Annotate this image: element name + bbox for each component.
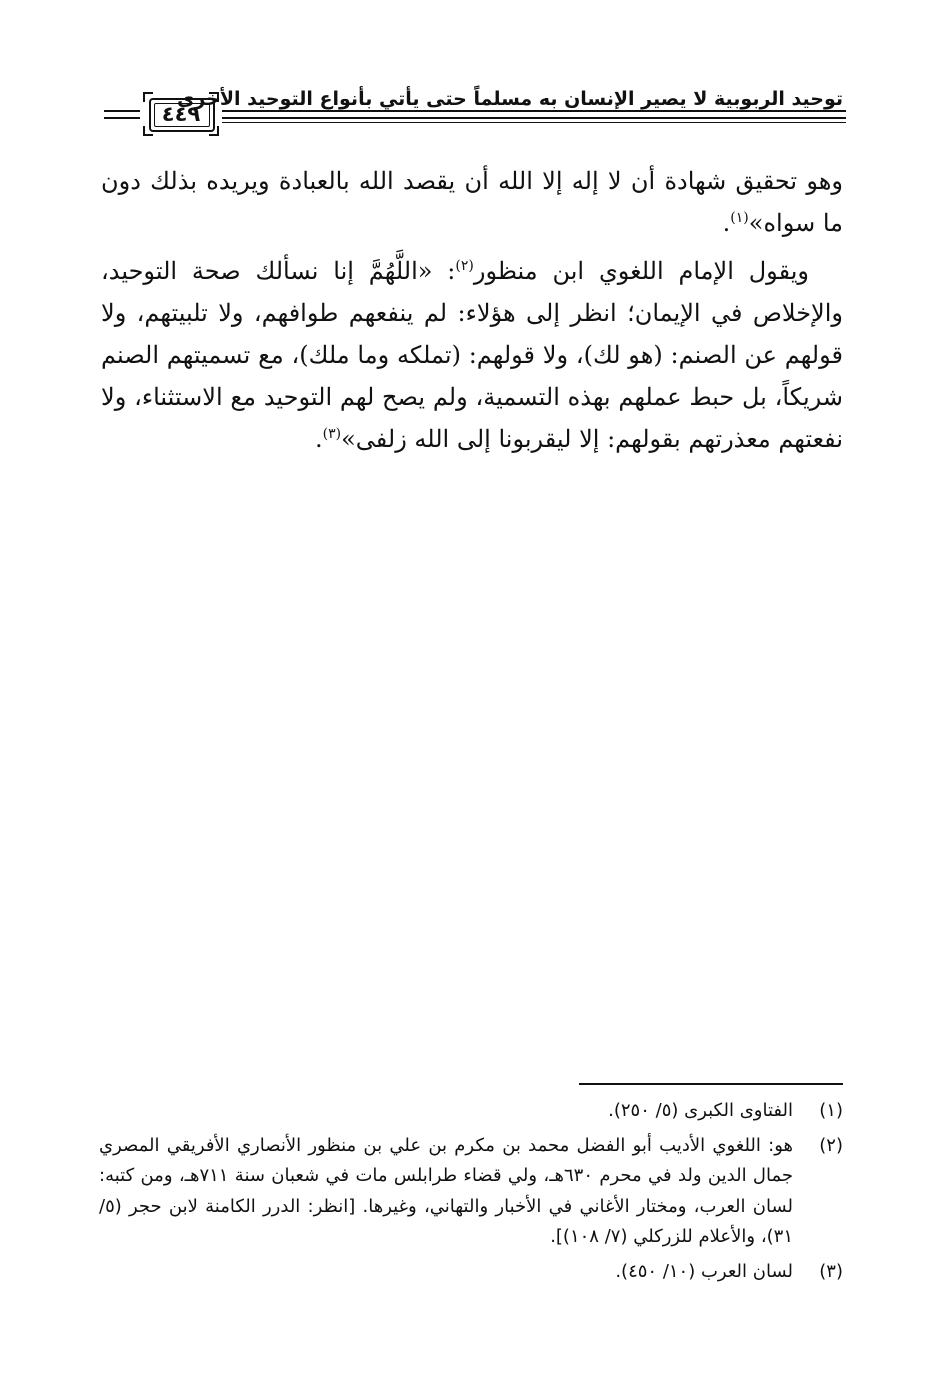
- footnote-number: (٣): [819, 1260, 843, 1282]
- header-underline: [222, 122, 846, 123]
- paragraph-1-text: وهو تحقيق شهادة أن لا إله إلا الله أن يقصد الله بالعبادة ويريده بذلك دون ما سواه»: [101, 167, 843, 237]
- paragraph-2-text: : «اللَّهُمَّ إنا نسألك صحة التوحيد، والإخلاص في الإيمان؛ انظر إلى هؤلاء: لم ينفعهم طوافهم، ولا تلبيتهم، ولا قولهم عن الصنم: (هو لك)، ولا قولهم: (تملكه وما ملك)، مع تسميتهم الصنم شريكاً، بل حبط عملهم بهذه التسمية، ولم يصح لهم التوحيد مع الاستثناء، ولا نفعتهم معذرتهم بقولهم: إلا ليقربونا إلى الله زلفى»: [101, 257, 843, 453]
- footnote-separator: [579, 1083, 843, 1085]
- footnote-item: [99, 1131, 843, 1253]
- footnote-text: هو: اللغوي الأديب أبو الفضل محمد بن مكرم بن علي بن منظور الأنصاري الأفريقي المصري جمال الدين ولد في محرم ٦٣٠هـ، ولي قضاء طرابلس مات في شعبان سنة ٧١١هـ، ومن كتبه: لسان العرب، ومختار الأغاني في الأخبار والتهاني، وغيرها. [انظر: الدرر الكامنة لابن حجر (٥/ ٣١)، والأعلام للزركلي (٧/ ١٠٨)].: [99, 1134, 794, 1247]
- footnote-text: لسان العرب (١٠/ ٤٥٠).: [615, 1260, 793, 1282]
- paragraph-2-end: .: [314, 425, 323, 453]
- header-rule-right: [222, 110, 846, 119]
- footnote-ref-2[interactable]: (٢): [455, 258, 474, 274]
- footnote-ref-3[interactable]: (٣): [322, 426, 342, 442]
- paragraph-2: [101, 250, 843, 460]
- paragraph-2-intro: ويقول الإمام اللغوي ابن منظور: [473, 257, 809, 285]
- footnote-item: [99, 1096, 843, 1127]
- page-number: ٤٤٩: [161, 102, 201, 126]
- footnote-text: الفتاوى الكبرى (٥/ ٢٥٠).: [608, 1100, 793, 1121]
- footnote-item: [99, 1257, 843, 1288]
- main-text: [101, 160, 843, 460]
- footnote-ref-1[interactable]: (١): [730, 210, 749, 226]
- footnote-number: (٢): [819, 1134, 843, 1156]
- paragraph-1: [101, 160, 843, 244]
- header-rule-left: [104, 110, 140, 119]
- page-number-frame: [143, 92, 219, 136]
- running-title: توحيد الربوبية لا يصير الإنسان به مسلماً حتى يأتي بأنواع التوحيد الأخرى: [176, 88, 843, 110]
- paragraph-1-end: .: [722, 209, 731, 237]
- footnote-number: (١): [819, 1100, 843, 1121]
- footnotes: [99, 1096, 843, 1291]
